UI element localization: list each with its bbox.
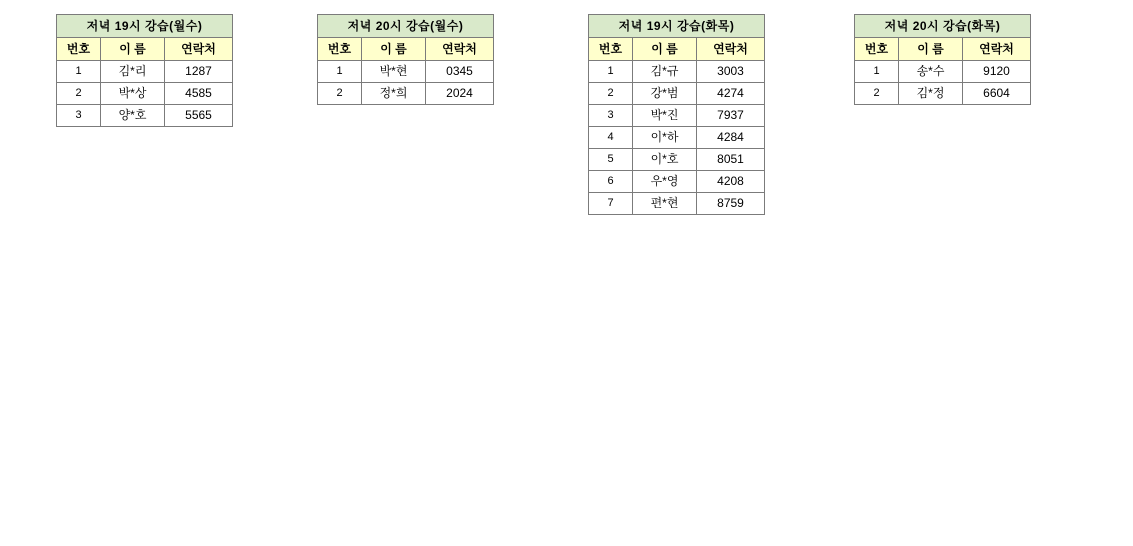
table-row xyxy=(589,127,765,149)
cell-number: 4 xyxy=(589,127,633,149)
cell-name: 편*현 xyxy=(633,193,697,215)
table-title-row xyxy=(589,15,765,38)
cell-phone: 1287 xyxy=(165,61,233,83)
table-row xyxy=(589,61,765,83)
table-title-row xyxy=(855,15,1031,38)
roster-table-evening-20-mon-wed xyxy=(317,14,494,105)
table-row xyxy=(57,105,233,127)
table xyxy=(56,14,233,127)
cell-phone: 3003 xyxy=(697,61,765,83)
cell-phone: 0345 xyxy=(426,61,494,83)
table-header-row xyxy=(855,38,1031,61)
cell-name: 송*수 xyxy=(899,61,963,83)
cell-name: 양*호 xyxy=(101,105,165,127)
cell-phone: 2024 xyxy=(426,83,494,105)
cell-phone: 4585 xyxy=(165,83,233,105)
cell-number: 2 xyxy=(855,83,899,105)
cell-name: 김*규 xyxy=(633,61,697,83)
column-header: 번호 xyxy=(855,38,899,61)
cell-number: 3 xyxy=(589,105,633,127)
cell-number: 3 xyxy=(57,105,101,127)
column-header: 이 름 xyxy=(633,38,697,61)
table-row xyxy=(318,61,494,83)
table-title: 저녁 19시 강습(월수) xyxy=(57,15,233,38)
column-header: 연락처 xyxy=(697,38,765,61)
cell-name: 정*희 xyxy=(362,83,426,105)
cell-phone: 6604 xyxy=(963,83,1031,105)
table-row xyxy=(589,171,765,193)
cell-number: 1 xyxy=(589,61,633,83)
cell-name: 김*정 xyxy=(899,83,963,105)
table xyxy=(588,14,765,215)
cell-phone: 9120 xyxy=(963,61,1031,83)
cell-phone: 5565 xyxy=(165,105,233,127)
cell-number: 2 xyxy=(589,83,633,105)
cell-phone: 8759 xyxy=(697,193,765,215)
column-header: 연락처 xyxy=(165,38,233,61)
roster-table-evening-19-tue-thu xyxy=(588,14,765,215)
table-row xyxy=(589,193,765,215)
cell-number: 1 xyxy=(855,61,899,83)
roster-table-evening-19-mon-wed xyxy=(56,14,233,127)
cell-name: 이*호 xyxy=(633,149,697,171)
column-header: 이 름 xyxy=(362,38,426,61)
table-title-row xyxy=(318,15,494,38)
column-header: 번호 xyxy=(57,38,101,61)
cell-phone: 4274 xyxy=(697,83,765,105)
table-header-row xyxy=(589,38,765,61)
table-row xyxy=(57,83,233,105)
table-row xyxy=(57,61,233,83)
table-title: 저녁 20시 강습(화목) xyxy=(855,15,1031,38)
cell-name: 김*리 xyxy=(101,61,165,83)
column-header: 번호 xyxy=(318,38,362,61)
column-header: 연락처 xyxy=(963,38,1031,61)
table-row xyxy=(589,105,765,127)
cell-name: 강*범 xyxy=(633,83,697,105)
table-title: 저녁 19시 강습(화목) xyxy=(589,15,765,38)
roster-table-evening-20-tue-thu xyxy=(854,14,1031,105)
table-title-row xyxy=(57,15,233,38)
cell-phone: 4208 xyxy=(697,171,765,193)
table-title: 저녁 20시 강습(월수) xyxy=(318,15,494,38)
table-row xyxy=(589,83,765,105)
cell-number: 1 xyxy=(57,61,101,83)
cell-name: 박*상 xyxy=(101,83,165,105)
column-header: 이 름 xyxy=(899,38,963,61)
cell-phone: 4284 xyxy=(697,127,765,149)
cell-number: 7 xyxy=(589,193,633,215)
table-row xyxy=(855,61,1031,83)
cell-number: 5 xyxy=(589,149,633,171)
table-row xyxy=(855,83,1031,105)
table-row xyxy=(589,149,765,171)
column-header: 번호 xyxy=(589,38,633,61)
table xyxy=(317,14,494,105)
cell-name: 우*영 xyxy=(633,171,697,193)
cell-name: 박*현 xyxy=(362,61,426,83)
table-header-row xyxy=(57,38,233,61)
cell-number: 1 xyxy=(318,61,362,83)
cell-number: 6 xyxy=(589,171,633,193)
cell-name: 박*진 xyxy=(633,105,697,127)
table-header-row xyxy=(318,38,494,61)
cell-number: 2 xyxy=(318,83,362,105)
cell-number: 2 xyxy=(57,83,101,105)
cell-phone: 8051 xyxy=(697,149,765,171)
cell-name: 이*하 xyxy=(633,127,697,149)
column-header: 연락처 xyxy=(426,38,494,61)
table xyxy=(854,14,1031,105)
table-row xyxy=(318,83,494,105)
column-header: 이 름 xyxy=(101,38,165,61)
cell-phone: 7937 xyxy=(697,105,765,127)
